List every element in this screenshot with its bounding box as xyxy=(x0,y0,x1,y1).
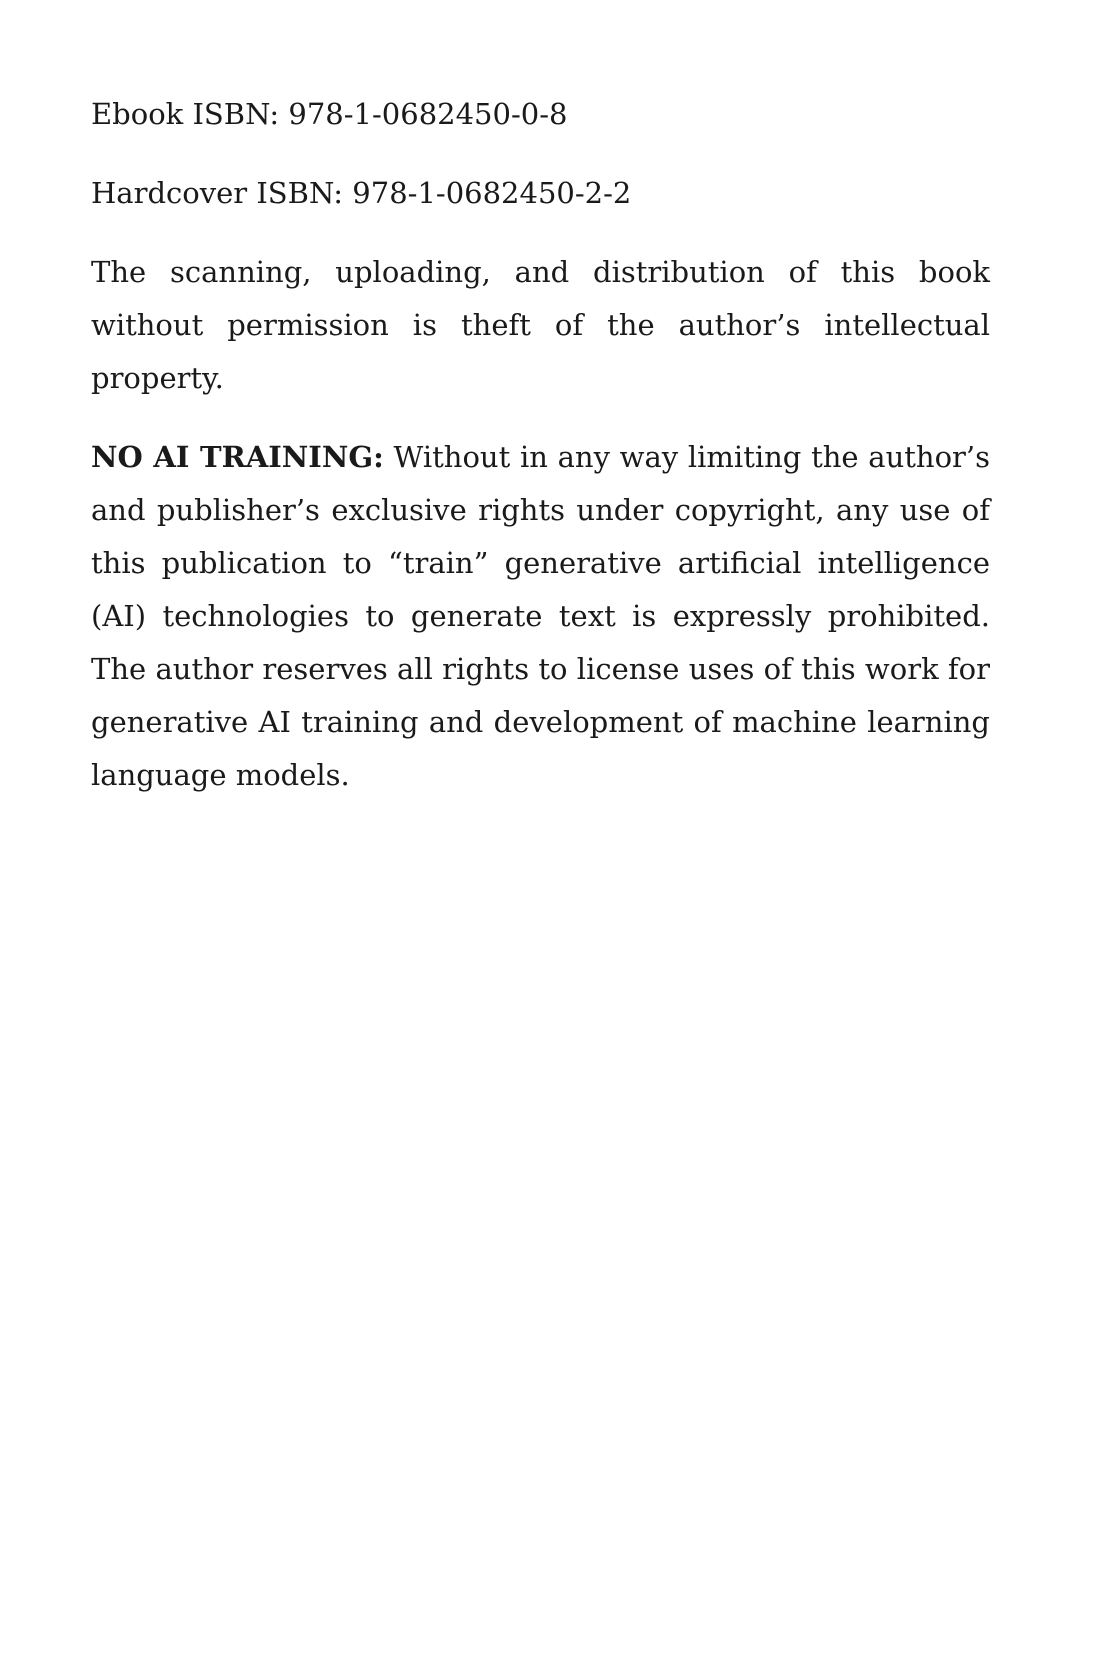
ebook-isbn: Ebook ISBN: 978-1-0682450-0-8 xyxy=(91,97,568,131)
ai-notice-lead: NO AI TRAINING: xyxy=(91,440,384,474)
hardcover-isbn: Hardcover ISBN: 978-1-0682450-2-2 xyxy=(91,176,632,210)
ai-training-notice xyxy=(91,431,990,802)
piracy-notice: The scanning, uploading, and distribution of this book without permission is theft of the author’s intellectual property. xyxy=(91,255,990,395)
ai-notice-body: Without in any way limiting the author’s and publisher’s exclusive rights under copyright, any use of this publication to “train” generative artificial intelligence (AI) technologies to generate text is expressly prohibited. The author reserves all rights to license uses of this work for generative AI training and development of machine learning language models. xyxy=(91,440,991,792)
